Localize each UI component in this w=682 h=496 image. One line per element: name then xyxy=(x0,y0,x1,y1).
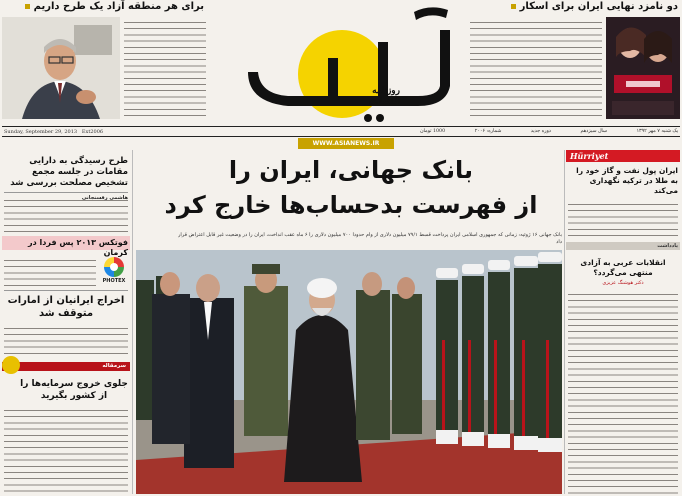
photex-logo: PHOTEX xyxy=(100,256,128,286)
top-left-headline[interactable]: برای هر منطقه آزاد یک طرح داریم xyxy=(4,1,204,13)
left-story1-headline[interactable]: طرح رسیدگی به دارایی مقامات در جلسه مجمع تشخیص مصلحت بررسی شد xyxy=(10,156,128,188)
top-right-body xyxy=(470,18,602,118)
main-lede: بانک جهانی ۱۶ ژوئیه: زمانی که جمهوری اسلامی ایران پرداخت قسط ۷۹/۱ میلیون دلاری از وام حدودا ۷۰۰ میلیون دلاری را ۶ ماه عقب انداخت، ایران را در وضعیت غیر قابل اعتراض قرار داد xyxy=(178,232,562,245)
top-left-photo xyxy=(2,17,120,119)
top-right-poster-photo xyxy=(606,17,680,119)
masthead-top-rule xyxy=(2,126,680,127)
editorial-badge-icon xyxy=(2,356,20,374)
left-story2-body xyxy=(4,256,96,286)
masthead-info-fa: یک شنبه ۷ مهر ۱۳۹۲ سال سیزدهم دوره جدید شماره: ۲۰۰۶ 1000 تومان xyxy=(420,129,678,134)
top-right-headline[interactable]: دو نامزد نهایی ایران برای اسکار xyxy=(470,1,678,13)
left-story3-headline[interactable]: اخراج ایرانیان از امارات متوقف شد xyxy=(7,295,125,319)
main-headline-line2[interactable]: از فهرست بدحساب‌ها خارج کرد xyxy=(164,191,538,219)
main-headline-line1[interactable]: بانک جهانی، ایران را xyxy=(228,156,474,184)
right-story1-body xyxy=(568,200,678,236)
masthead-subtitle: روزنامه اقتصادی xyxy=(368,86,400,106)
right-story2-body xyxy=(568,290,678,494)
right-story2-byline: دکتر هوشنگ عزیزی xyxy=(602,280,644,286)
right-story1-headline[interactable]: ایران پول نفت و گاز خود را به طلا در ترکیه نگهداری می‌کند xyxy=(576,166,678,195)
column-separator-right xyxy=(564,150,565,494)
left-story1-rule xyxy=(4,192,128,193)
left-story1-body xyxy=(4,196,128,234)
left-story4-body xyxy=(4,406,128,494)
right-story2-headline[interactable]: انقلابات عربی به آزادی منتهی می‌گردد؟ xyxy=(580,258,666,277)
editorial-section-label: سرمقاله xyxy=(102,363,126,369)
bullet-icon xyxy=(511,4,516,9)
left-story1-byline: هاشمی رفسنجانی xyxy=(81,195,128,201)
left-story4-headline[interactable]: جلوی خروج سرمایه‌ها را از کشور بگیرید xyxy=(20,379,128,401)
hurriyet-logo: Hürriyet xyxy=(570,151,609,161)
right-section-label: یادداشت xyxy=(657,243,678,249)
bullet-icon xyxy=(25,4,30,9)
column-separator-left xyxy=(132,150,133,494)
top-left-body xyxy=(124,18,206,118)
main-photo xyxy=(136,250,562,494)
left-story2-rule xyxy=(4,290,128,291)
left-story2-headline[interactable]: فوتکس ۲۰۱۳ پس فردا در کرمان xyxy=(28,238,128,257)
left-story3-body xyxy=(4,324,128,354)
website-label[interactable]: WWW.ASIANEWS.IR xyxy=(298,138,394,149)
masthead-date-en: Sunday, September 29, 2013 Ext2006 xyxy=(4,129,104,135)
masthead-bottom-rule xyxy=(2,136,680,137)
